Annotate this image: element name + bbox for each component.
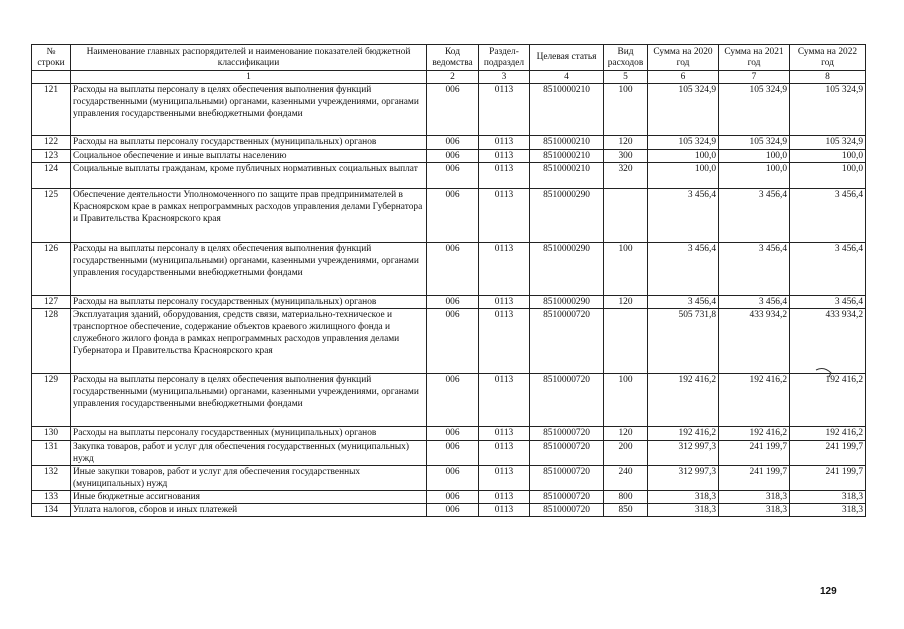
row-name: Иные бюджетные ассигнования <box>71 491 427 504</box>
sum-2021: 3 456,4 <box>719 296 790 309</box>
header-sum-2021: Сумма на 2021 год <box>719 45 790 71</box>
expense-type: 120 <box>604 427 648 441</box>
row-name: Эксплуатация зданий, оборудования, средств связи, материально-техническое и транспортное обеспечение, содержание объектов краевого жилищного фонда и служебного жилого фонда в рамках непрограммных расходов управления делами Губернатора и Правительства Красноярского края <box>71 309 427 374</box>
row-number: 121 <box>32 84 71 136</box>
header-sum-2022: Сумма на 2022 год <box>790 45 866 71</box>
sum-2021: 241 199,7 <box>719 466 790 491</box>
expense-type: 100 <box>604 374 648 427</box>
row-number: 129 <box>32 374 71 427</box>
target-article: 8510000720 <box>530 427 604 441</box>
row-name: Закупка товаров, работ и услуг для обеспечения государственных (муниципальных) нужд <box>71 441 427 466</box>
table-row <box>32 150 866 163</box>
target-article: 8510000720 <box>530 309 604 374</box>
section-code: 0113 <box>479 504 530 517</box>
department-code: 006 <box>427 309 479 374</box>
sum-2020: 100,0 <box>648 163 719 189</box>
table-row <box>32 491 866 504</box>
row-name: Иные закупки товаров, работ и услуг для обеспечения государственных (муниципальных) нужд <box>71 466 427 491</box>
sum-2022: 3 456,4 <box>790 296 866 309</box>
table-row <box>32 374 866 427</box>
sum-2021: 318,3 <box>719 491 790 504</box>
header-row <box>32 45 866 71</box>
department-code: 006 <box>427 441 479 466</box>
sum-2022: 100,0 <box>790 150 866 163</box>
expense-type: 850 <box>604 504 648 517</box>
column-numbering-row <box>32 71 866 84</box>
sum-2022: 192 416,2 <box>790 374 866 427</box>
sum-2021: 3 456,4 <box>719 243 790 296</box>
header-name: Наименование главных распорядителей и наименование показателей бюджетной классификации <box>71 45 427 71</box>
sum-2022: 192 416,2 <box>790 427 866 441</box>
column-number-blank <box>32 71 71 84</box>
target-article: 8510000210 <box>530 163 604 189</box>
column-number: 6 <box>648 71 719 84</box>
table-body <box>32 84 866 517</box>
sum-2021: 105 324,9 <box>719 136 790 150</box>
department-code: 006 <box>427 296 479 309</box>
column-number: 5 <box>604 71 648 84</box>
department-code: 006 <box>427 504 479 517</box>
section-code: 0113 <box>479 427 530 441</box>
sum-2020: 105 324,9 <box>648 84 719 136</box>
target-article: 8510000210 <box>530 150 604 163</box>
header-department-code: Код ведомства <box>427 45 479 71</box>
header-target-article: Целевая статья <box>530 45 604 71</box>
table-row <box>32 163 866 189</box>
column-number: 4 <box>530 71 604 84</box>
header-sum-2020: Сумма на 2020 год <box>648 45 719 71</box>
department-code: 006 <box>427 150 479 163</box>
sum-2020: 105 324,9 <box>648 136 719 150</box>
sum-2022: 241 199,7 <box>790 466 866 491</box>
table-row <box>32 189 866 243</box>
section-code: 0113 <box>479 163 530 189</box>
row-number: 130 <box>32 427 71 441</box>
target-article: 8510000290 <box>530 189 604 243</box>
sum-2020: 318,3 <box>648 504 719 517</box>
sum-2020: 312 997,3 <box>648 466 719 491</box>
section-code: 0113 <box>479 150 530 163</box>
department-code: 006 <box>427 466 479 491</box>
sum-2022: 241 199,7 <box>790 441 866 466</box>
expense-type: 240 <box>604 466 648 491</box>
department-code: 006 <box>427 243 479 296</box>
row-name: Расходы на выплаты персоналу в целях обеспечения выполнения функций государственными (муниципальными) органами, казенными учреждениями, органами управления государственными внебюджетными фондами <box>71 243 427 296</box>
sum-2020: 192 416,2 <box>648 427 719 441</box>
row-name: Обеспечение деятельности Уполномоченного по защите прав предпринимателей в Красноярском крае в рамках непрограммных расходов управления делами Губернатора и Правительства Красноярского края <box>71 189 427 243</box>
row-number: 123 <box>32 150 71 163</box>
target-article: 8510000720 <box>530 441 604 466</box>
column-number: 2 <box>427 71 479 84</box>
row-name: Расходы на выплаты персоналу государственных (муниципальных) органов <box>71 296 427 309</box>
sum-2022: 105 324,9 <box>790 136 866 150</box>
section-code: 0113 <box>479 374 530 427</box>
row-number: 126 <box>32 243 71 296</box>
sum-2021: 318,3 <box>719 504 790 517</box>
row-number: 125 <box>32 189 71 243</box>
row-name: Расходы на выплаты персоналу в целях обеспечения выполнения функций государственными (муниципальными) органами, казенными учреждениями, органами управления государственными внебюджетными фондами <box>71 84 427 136</box>
target-article: 8510000720 <box>530 374 604 427</box>
sum-2020: 318,3 <box>648 491 719 504</box>
row-number: 124 <box>32 163 71 189</box>
sum-2020: 3 456,4 <box>648 243 719 296</box>
sum-2021: 100,0 <box>719 163 790 189</box>
row-number: 122 <box>32 136 71 150</box>
column-number: 8 <box>790 71 866 84</box>
sum-2021: 192 416,2 <box>719 427 790 441</box>
sum-2021: 192 416,2 <box>719 374 790 427</box>
sum-2022: 105 324,9 <box>790 84 866 136</box>
expense-type: 320 <box>604 163 648 189</box>
budget-table <box>31 44 866 517</box>
target-article: 8510000720 <box>530 491 604 504</box>
sum-2021: 433 934,2 <box>719 309 790 374</box>
sum-2022: 318,3 <box>790 504 866 517</box>
column-number: 1 <box>71 71 427 84</box>
section-code: 0113 <box>479 136 530 150</box>
column-number: 7 <box>719 71 790 84</box>
expense-type: 100 <box>604 84 648 136</box>
sum-2022: 318,3 <box>790 491 866 504</box>
sum-2020: 192 416,2 <box>648 374 719 427</box>
row-name: Расходы на выплаты персоналу государственных (муниципальных) органов <box>71 136 427 150</box>
expense-type: 120 <box>604 296 648 309</box>
sum-2022: 100,0 <box>790 163 866 189</box>
column-number: 3 <box>479 71 530 84</box>
section-code: 0113 <box>479 441 530 466</box>
sum-2021: 100,0 <box>719 150 790 163</box>
expense-type: 120 <box>604 136 648 150</box>
section-code: 0113 <box>479 243 530 296</box>
row-name: Социальные выплаты гражданам, кроме публичных нормативных социальных выплат <box>71 163 427 189</box>
target-article: 8510000210 <box>530 84 604 136</box>
expense-type: 800 <box>604 491 648 504</box>
target-article: 8510000720 <box>530 466 604 491</box>
section-code: 0113 <box>479 491 530 504</box>
table-row <box>32 84 866 136</box>
header-section: Раздел-подраздел <box>479 45 530 71</box>
sum-2021: 3 456,4 <box>719 189 790 243</box>
row-number: 132 <box>32 466 71 491</box>
department-code: 006 <box>427 189 479 243</box>
expense-type: 200 <box>604 441 648 466</box>
sum-2021: 105 324,9 <box>719 84 790 136</box>
target-article: 8510000290 <box>530 243 604 296</box>
sum-2020: 3 456,4 <box>648 296 719 309</box>
header-expense-type: Вид расходов <box>604 45 648 71</box>
row-number: 131 <box>32 441 71 466</box>
sum-2021: 241 199,7 <box>719 441 790 466</box>
department-code: 006 <box>427 163 479 189</box>
table-row <box>32 441 866 466</box>
row-number: 128 <box>32 309 71 374</box>
target-article: 8510000290 <box>530 296 604 309</box>
section-code: 0113 <box>479 189 530 243</box>
table-row <box>32 427 866 441</box>
sum-2020: 100,0 <box>648 150 719 163</box>
target-article: 8510000210 <box>530 136 604 150</box>
table-row <box>32 504 866 517</box>
department-code: 006 <box>427 136 479 150</box>
sum-2022: 433 934,2 <box>790 309 866 374</box>
header-row-number: № строки <box>32 45 71 71</box>
page-number: 129 <box>820 586 837 597</box>
pen-mark-icon <box>814 366 834 380</box>
row-name: Уплата налогов, сборов и иных платежей <box>71 504 427 517</box>
row-number: 134 <box>32 504 71 517</box>
department-code: 006 <box>427 491 479 504</box>
sum-2020: 312 997,3 <box>648 441 719 466</box>
department-code: 006 <box>427 84 479 136</box>
sum-2020: 3 456,4 <box>648 189 719 243</box>
department-code: 006 <box>427 427 479 441</box>
expense-type: 100 <box>604 243 648 296</box>
section-code: 0113 <box>479 309 530 374</box>
table-row <box>32 309 866 374</box>
row-name: Расходы на выплаты персоналу в целях обеспечения выполнения функций государственными (муниципальными) органами, казенными учреждениями, органами управления государственными внебюджетными фондами <box>71 374 427 427</box>
expense-type: 300 <box>604 150 648 163</box>
sum-2020: 505 731,8 <box>648 309 719 374</box>
section-code: 0113 <box>479 84 530 136</box>
table-row <box>32 466 866 491</box>
table-row <box>32 296 866 309</box>
table-row <box>32 243 866 296</box>
row-number: 133 <box>32 491 71 504</box>
expense-type <box>604 309 648 374</box>
section-code: 0113 <box>479 466 530 491</box>
row-name: Социальное обеспечение и иные выплаты населению <box>71 150 427 163</box>
sum-2022: 3 456,4 <box>790 243 866 296</box>
row-number: 127 <box>32 296 71 309</box>
expense-type <box>604 189 648 243</box>
section-code: 0113 <box>479 296 530 309</box>
row-name: Расходы на выплаты персоналу государственных (муниципальных) органов <box>71 427 427 441</box>
sum-2022: 3 456,4 <box>790 189 866 243</box>
department-code: 006 <box>427 374 479 427</box>
target-article: 8510000720 <box>530 504 604 517</box>
table-row <box>32 136 866 150</box>
